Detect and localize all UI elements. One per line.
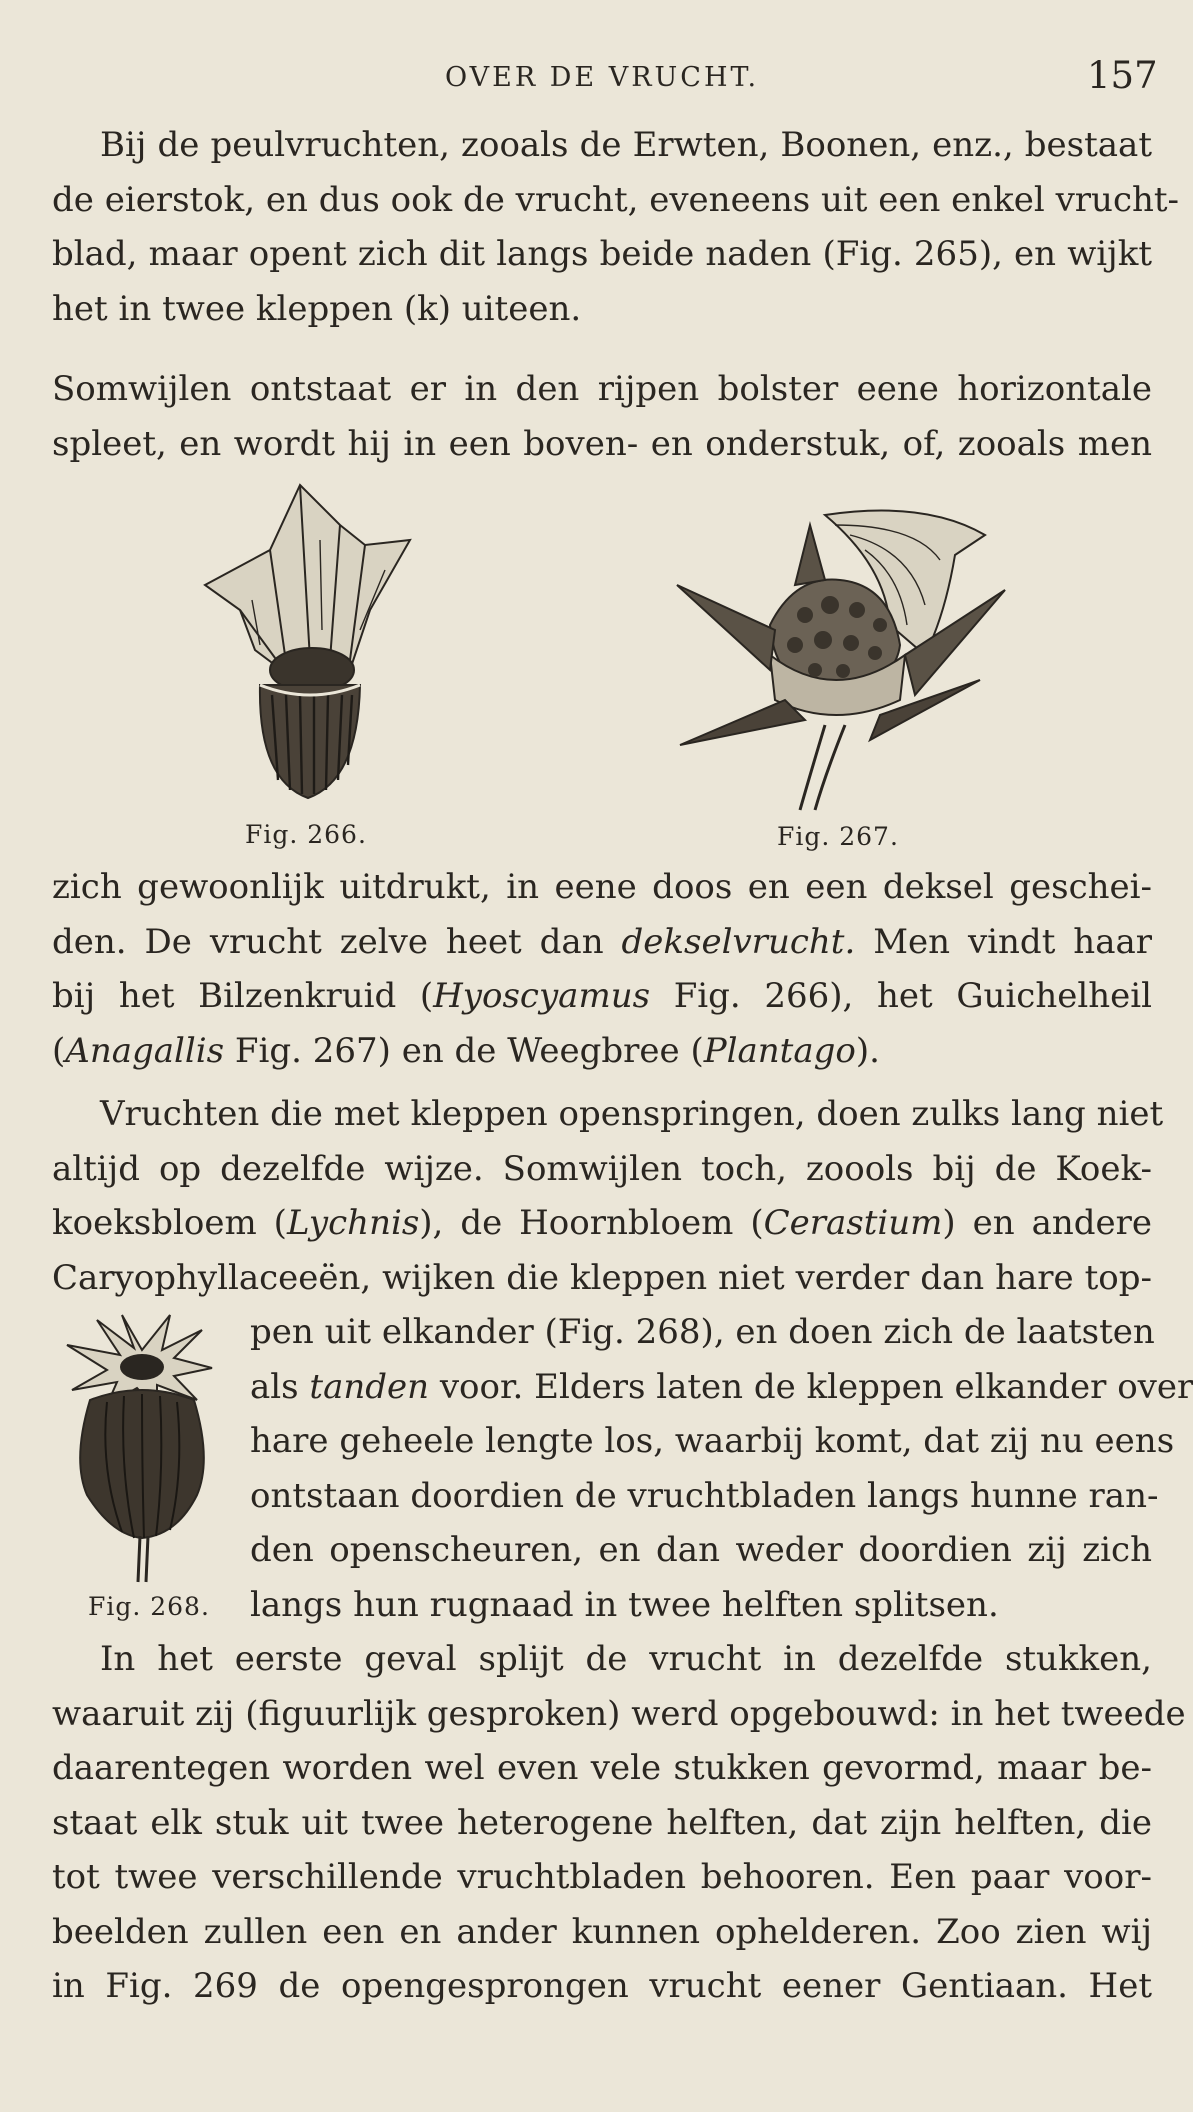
text-line: den openscheuren, en dan weder doordien zij zich [250, 1530, 1152, 1570]
text-line: tot twee verschillende vruchtbladen behooren. Een paar voor- [52, 1857, 1152, 1897]
paragraph-2-continued [52, 860, 1152, 1078]
italic-term: Lychnis [286, 1203, 420, 1243]
text-line: Somwijlen ontstaat er in den rijpen bolster eene horizontale [52, 369, 1152, 409]
paragraph-3 [52, 1087, 1164, 1305]
text-line: als tanden voor. Elders laten de kleppen elkander over [250, 1366, 1193, 1407]
figure-268-lychnis-illustration [62, 1310, 222, 1585]
figure-267-caption: Fig. 267. [777, 822, 899, 851]
italic-term: Cerastium [763, 1203, 943, 1243]
text-line: Caryophyllaceeën, wijken die kleppen niet verder dan hare top- [52, 1257, 1152, 1298]
italic-term: Hyoscyamus [433, 976, 651, 1016]
text-line: beelden zullen een en ander kunnen ophelderen. Zoo zien wij [52, 1911, 1152, 1952]
italic-term: Plantago [703, 1030, 856, 1071]
figure-266-caption: Fig. 266. [245, 820, 367, 849]
italic-term: Anagallis [65, 1030, 225, 1071]
text-line: ontstaan doordien de vruchtbladen langs hunne ran- [250, 1475, 1159, 1516]
text-line: hare geheele lengte los, waarbij komt, dat zij nu eens [250, 1421, 1175, 1461]
figure-268-caption: Fig. 268. [88, 1592, 210, 1621]
text-line: de eierstok, en dus ook de vrucht, eveneens uit een enkel vrucht- [52, 179, 1180, 220]
text-line: in Fig. 269 de opengesprongen vrucht eener Gentiaan. Het [52, 1966, 1152, 2006]
text-line: langs hun rugnaad in twee helften splitsen. [250, 1584, 999, 1625]
paragraph-4 [52, 1632, 1186, 2014]
text-line: blad, maar opent zich dit langs beide naden (Fig. 265), en wijkt [52, 234, 1152, 274]
text-line: waaruit zij (figuurlijk gesproken) werd opgebouwd: in het tweede [52, 1693, 1186, 1734]
figure-266-hyoscyamus-illustration [200, 480, 420, 810]
running-head: OVER DE VRUCHT. [445, 62, 760, 93]
italic-term: tanden [309, 1366, 430, 1407]
text-line: Bij de peulvruchten, zooals de Erwten, Boonen, enz., bestaat [100, 125, 1152, 165]
text-line: het in twee kleppen (k) uiteen. [52, 288, 582, 329]
page-header [0, 52, 1193, 102]
text-line: pen uit elkander (Fig. 268), en doen zich de laatsten [250, 1312, 1155, 1352]
italic-term: dekselvrucht. [621, 921, 856, 962]
text-line: koeksbloem (Lychnis), de Hoornbloem (Cerastium) en andere [52, 1203, 1153, 1243]
text-line: daarentegen worden wel even vele stukken gevormd, maar be- [52, 1748, 1152, 1788]
text-line: den. De vrucht zelve heet dan dekselvrucht. Men vindt haar [52, 921, 1152, 962]
text-line: bij het Bilzenkruid (Hyoscyamus Fig. 266), het Guichelheil [52, 976, 1152, 1016]
figure-267-anagallis-illustration [675, 505, 1010, 815]
text-line: spleet, en wordt hij in een boven- en onderstuk, of, zooals men [52, 423, 1152, 464]
text-line: zich gewoonlijk uitdrukt, in eene doos en een deksel geschei- [52, 867, 1152, 907]
text-line: In het eerste geval splijt de vrucht in dezelfde stukken, [100, 1639, 1152, 1679]
text-line: altijd op dezelfde wijze. Somwijlen toch, zoools bij de Koek- [52, 1148, 1152, 1189]
text-line: staat elk stuk uit twee heterogene helften, dat zijn helften, die [52, 1802, 1152, 1843]
paragraph-1 [52, 118, 1180, 336]
page-number: 157 [1087, 54, 1158, 97]
paragraph-2 [52, 362, 1152, 471]
text-line: (Anagallis Fig. 267) en de Weegbree (Plantago). [52, 1030, 880, 1071]
paragraph-3-wrapped [250, 1305, 1193, 1632]
text-line: Vruchten die met kleppen openspringen, doen zulks lang niet [100, 1094, 1164, 1134]
